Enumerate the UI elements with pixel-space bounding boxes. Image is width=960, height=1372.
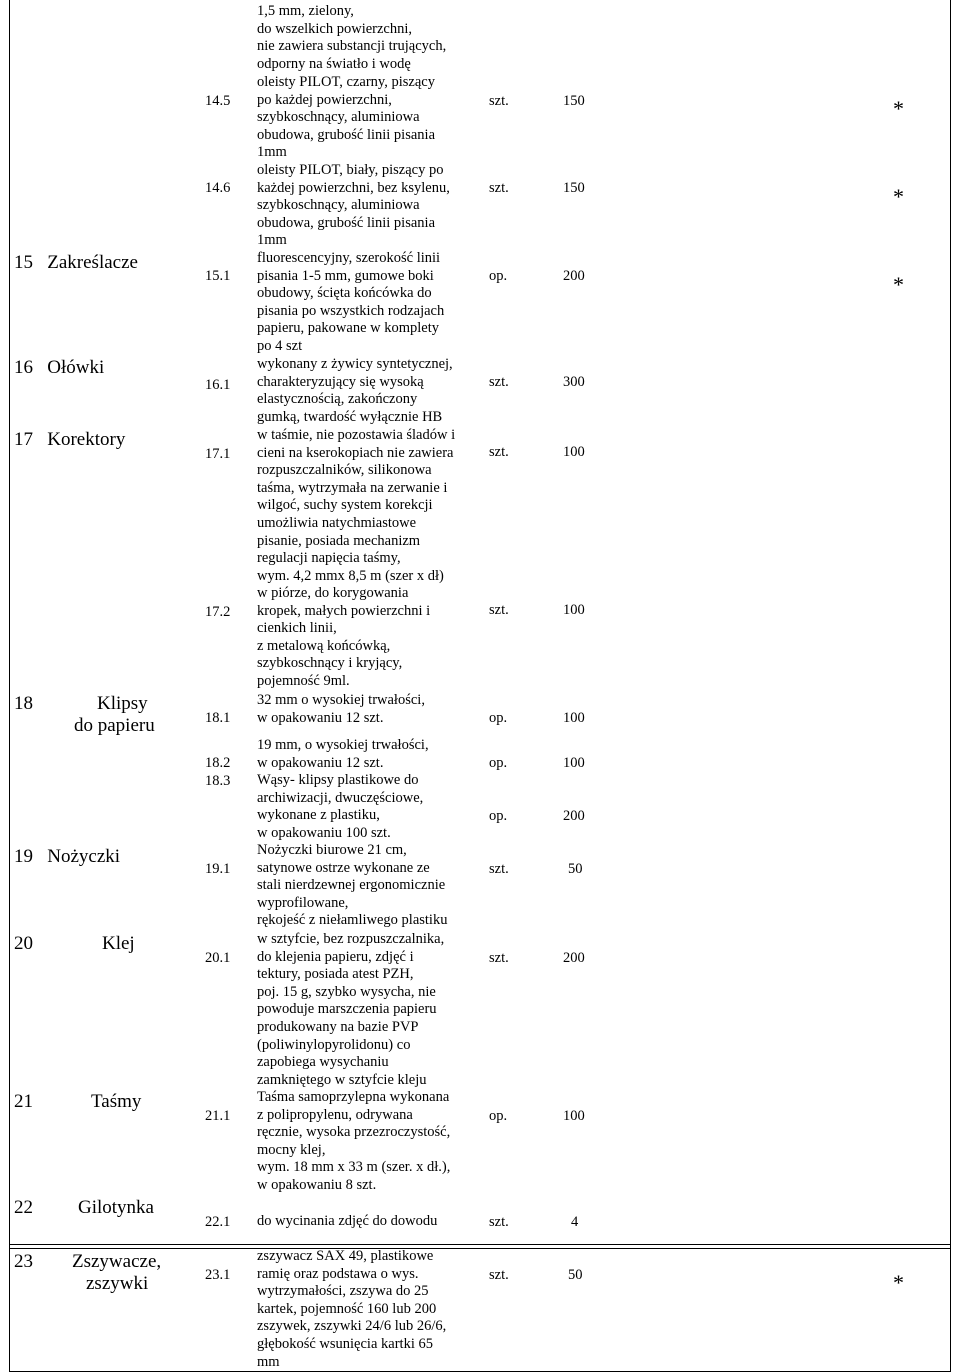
description-line: rozpuszczalników, silikonowa — [257, 462, 432, 479]
description-line: do wycinania zdjęć do dowodu — [257, 1213, 438, 1229]
description-line: zszywacz SAX 49, plastikowe — [257, 1248, 434, 1264]
description-line: każdej powierzchni, bez ksylenu, — [257, 179, 450, 196]
asterisk-marker: * — [893, 184, 904, 209]
item-description — [257, 74, 435, 162]
description-line: (poliwinylopyrolidonu) co — [257, 1036, 411, 1053]
category-23-name-line2: zszywki — [86, 1273, 149, 1294]
item-description — [257, 1213, 437, 1231]
asterisk-marker: * — [893, 96, 904, 121]
item-description — [257, 3, 446, 73]
item-unit: szt. — [489, 861, 509, 877]
category-18-name-line2: do papieru — [74, 715, 155, 736]
section-divider — [9, 1248, 951, 1249]
item-quantity: 200 — [563, 808, 585, 824]
item-unit: op. — [489, 268, 508, 284]
category-22 — [14, 1197, 154, 1219]
description-line: fluorescencyjny, szerokość linii — [257, 250, 441, 266]
description-line: kartek, pojemność 160 lub 200 — [257, 1300, 437, 1317]
description-line: produkowany na bazie PVP — [257, 1018, 419, 1035]
item-number: 22.1 — [205, 1214, 231, 1230]
category-name: Taśmy — [91, 1091, 142, 1112]
description-line: umożliwia natychmiastowe — [257, 514, 417, 531]
description-line: wykonane z plastiku, — [257, 807, 380, 824]
category-21 — [14, 1091, 142, 1113]
description-line: powoduje marszczenia papieru — [257, 1001, 437, 1018]
item-unit: op. — [489, 808, 508, 824]
description-line: wyprofilowane, — [257, 894, 349, 911]
item-number: 21.1 — [205, 1108, 231, 1124]
description-line: satynowe ostrze wykonane ze — [257, 859, 430, 876]
item-quantity: 100 — [563, 602, 585, 618]
description-line: 32 mm o wysokiej trwałości, — [257, 692, 425, 708]
description-line: tektury, posiada atest PZH, — [257, 966, 414, 983]
description-line: 19 mm, o wysokiej trwałości, — [257, 737, 429, 753]
description-line: w opakowaniu 12 szt. — [257, 754, 384, 771]
description-line: w opakowaniu 100 szt. — [257, 824, 391, 841]
description-line: po 4 szt — [257, 337, 303, 354]
item-unit: szt. — [489, 1267, 509, 1283]
item-description — [257, 842, 447, 930]
category-name: Zakreślacze — [47, 252, 138, 273]
description-line: pisania 1-5 mm, gumowe boki — [257, 267, 434, 284]
category-number: 20 — [14, 933, 33, 954]
category-number: 21 — [14, 1091, 33, 1112]
item-description — [257, 162, 450, 250]
category-number: 22 — [14, 1197, 33, 1218]
category-15 — [14, 252, 138, 274]
item-unit: szt. — [489, 950, 509, 966]
item-unit: op. — [489, 1108, 508, 1124]
section-divider — [9, 1244, 951, 1245]
item-description — [257, 1248, 446, 1371]
item-quantity: 100 — [563, 1108, 585, 1124]
table-right-border — [950, 0, 951, 1372]
item-quantity: 100 — [563, 755, 585, 771]
item-number: 18.3 — [205, 773, 231, 789]
item-unit: szt. — [489, 602, 509, 618]
description-line: głębokość wsunięcia kartki 65 — [257, 1335, 433, 1352]
description-line: regulacji napięcia taśmy, — [257, 550, 401, 567]
description-line: obudowa, grubość linii pisania — [257, 214, 436, 231]
description-line: poj. 15 g, szybko wysycha, nie — [257, 983, 436, 1000]
description-line: obudowa, grubość linii pisania — [257, 126, 436, 143]
description-line: Nożyczki biurowe 21 cm, — [257, 842, 407, 858]
category-name: Nożyczki — [47, 846, 121, 867]
description-line: cieni na kserokopiach nie zawiera — [257, 444, 454, 461]
item-description — [257, 772, 423, 842]
description-line: szybkoschnący, aluminiowa — [257, 109, 420, 126]
item-quantity: 200 — [563, 268, 585, 284]
item-description — [257, 737, 429, 772]
description-line: pisanie, posiada mechanizm — [257, 532, 421, 549]
description-line: wym. 18 mm x 33 m (szer. x dł.), — [257, 1159, 451, 1176]
category-name: Ołówki — [47, 357, 105, 378]
description-line: taśma, wytrzymała na zerwanie i — [257, 479, 448, 496]
description-line: mocny klej, — [257, 1141, 326, 1158]
category-name: Klej — [102, 933, 135, 954]
description-line: 1mm — [257, 144, 287, 161]
description-line: Wąsy- klipsy plastikowe do — [257, 772, 419, 788]
item-quantity: 4 — [571, 1214, 579, 1230]
description-line: oleisty PILOT, biały, piszący po — [257, 162, 444, 178]
description-line: wym. 4,2 mmx 8,5 m (szer x dł) — [257, 567, 444, 584]
item-quantity: 150 — [563, 180, 585, 196]
description-line: wykonany z żywicy syntetycznej, — [257, 356, 453, 372]
item-number: 14.5 — [205, 93, 231, 109]
description-line: po każdej powierzchni, — [257, 91, 392, 108]
item-unit: op. — [489, 710, 508, 726]
description-line: z polipropylenu, odrywana — [257, 1106, 413, 1123]
description-line: ręcznie, wysoka przezroczystość, — [257, 1124, 451, 1141]
description-line: 1mm — [257, 232, 287, 249]
item-quantity: 50 — [568, 861, 583, 877]
description-line: pojemność 9ml. — [257, 672, 350, 689]
item-quantity: 100 — [563, 710, 585, 726]
item-unit: szt. — [489, 180, 509, 196]
category-17 — [14, 429, 125, 451]
category-number: 18 — [14, 693, 33, 714]
description-line: archiwizacji, dwuczęściowe, — [257, 789, 424, 806]
asterisk-marker: * — [893, 1270, 904, 1295]
item-number: 23.1 — [205, 1267, 231, 1283]
item-number: 15.1 — [205, 268, 231, 284]
item-quantity: 100 — [563, 444, 585, 460]
category-name: Gilotynka — [78, 1197, 154, 1218]
item-description — [257, 585, 430, 691]
category-20 — [14, 933, 135, 955]
item-unit: op. — [489, 755, 508, 771]
item-number: 20.1 — [205, 950, 231, 966]
description-line: elastycznością, zakończony — [257, 391, 418, 408]
category-16 — [14, 357, 104, 379]
description-line: w opakowaniu 8 szt. — [257, 1176, 377, 1193]
category-number: 19 — [14, 846, 33, 867]
description-line: cienkich linii, — [257, 620, 337, 637]
description-line: charakteryzujący się wysoką — [257, 373, 424, 390]
description-line: w sztyfcie, bez rozpuszczalnika, — [257, 931, 445, 947]
item-number: 19.1 — [205, 861, 231, 877]
asterisk-marker: * — [893, 272, 904, 297]
item-number: 14.6 — [205, 180, 231, 196]
description-line: mm — [257, 1353, 280, 1370]
category-number: 17 — [14, 429, 33, 450]
item-number: 16.1 — [205, 377, 231, 393]
description-line: gumką, twardość wyłącznie HB — [257, 408, 443, 425]
description-line: do wszelkich powierzchni, — [257, 20, 413, 37]
item-quantity: 200 — [563, 950, 585, 966]
description-line: kropek, małych powierzchni i — [257, 602, 431, 619]
description-line: wilgoć, suchy system korekcji — [257, 497, 433, 514]
description-line: w taśmie, nie pozostawia śladów i — [257, 427, 456, 443]
item-description — [257, 250, 444, 356]
item-number: 17.2 — [205, 604, 231, 620]
description-line: zapobiega wysychaniu — [257, 1054, 389, 1071]
category-name: Klipsy — [97, 693, 148, 714]
description-line: papieru, pakowane w komplety — [257, 320, 440, 337]
category-name: Korektory — [47, 429, 126, 450]
item-unit: szt. — [489, 1214, 509, 1230]
description-line: w piórze, do korygowania — [257, 585, 409, 601]
description-line: 1,5 mm, zielony, — [257, 3, 354, 19]
item-number: 18.1 — [205, 710, 231, 726]
description-line: do klejenia papieru, zdjęć i — [257, 948, 414, 965]
description-line: obudowy, ścięta końcówka do — [257, 285, 432, 302]
description-line: rękojeść z niełamliwego plastiku — [257, 912, 448, 929]
item-number: 17.1 — [205, 446, 231, 462]
description-line: odporny na światło i wodę — [257, 55, 411, 72]
category-23 — [14, 1251, 162, 1273]
description-line: zamkniętego w sztyfcie kleju — [257, 1071, 427, 1088]
category-19 — [14, 846, 120, 868]
description-line: oleisty PILOT, czarny, piszący — [257, 74, 435, 90]
item-quantity: 300 — [563, 374, 585, 390]
description-line: szybkoschnący i kryjący, — [257, 655, 403, 672]
item-unit: szt. — [489, 444, 509, 460]
item-description — [257, 692, 425, 727]
description-line: wytrzymałości, zszywa do 25 — [257, 1283, 429, 1300]
table-left-border — [9, 0, 10, 1372]
item-unit: szt. — [489, 374, 509, 390]
description-line: stali nierdzewnej ergonomicznie — [257, 877, 446, 894]
description-line: szybkoschnący, aluminiowa — [257, 197, 420, 214]
category-number: 15 — [14, 252, 33, 273]
item-description — [257, 931, 444, 1089]
description-line: w opakowaniu 12 szt. — [257, 709, 384, 726]
item-quantity: 50 — [568, 1267, 583, 1283]
description-line: Taśma samoprzylepna wykonana — [257, 1089, 450, 1105]
item-description — [257, 427, 455, 585]
category-name: Zszywacze, — [72, 1251, 162, 1272]
description-line: nie zawiera substancji trujących, — [257, 38, 447, 55]
description-line: zszywek, zszywki 24/6 lub 26/6, — [257, 1318, 447, 1335]
item-number: 18.2 — [205, 755, 231, 771]
item-description — [257, 1089, 450, 1195]
category-number: 23 — [14, 1251, 33, 1272]
item-description — [257, 356, 453, 426]
description-line: z metalową końcówką, — [257, 637, 391, 654]
item-unit: szt. — [489, 93, 509, 109]
category-18 — [14, 693, 148, 715]
category-number: 16 — [14, 357, 33, 378]
item-quantity: 150 — [563, 93, 585, 109]
description-line: pisania po wszystkich rodzajach — [257, 302, 445, 319]
description-line: ramię oraz podstawa o wys. — [257, 1265, 419, 1282]
